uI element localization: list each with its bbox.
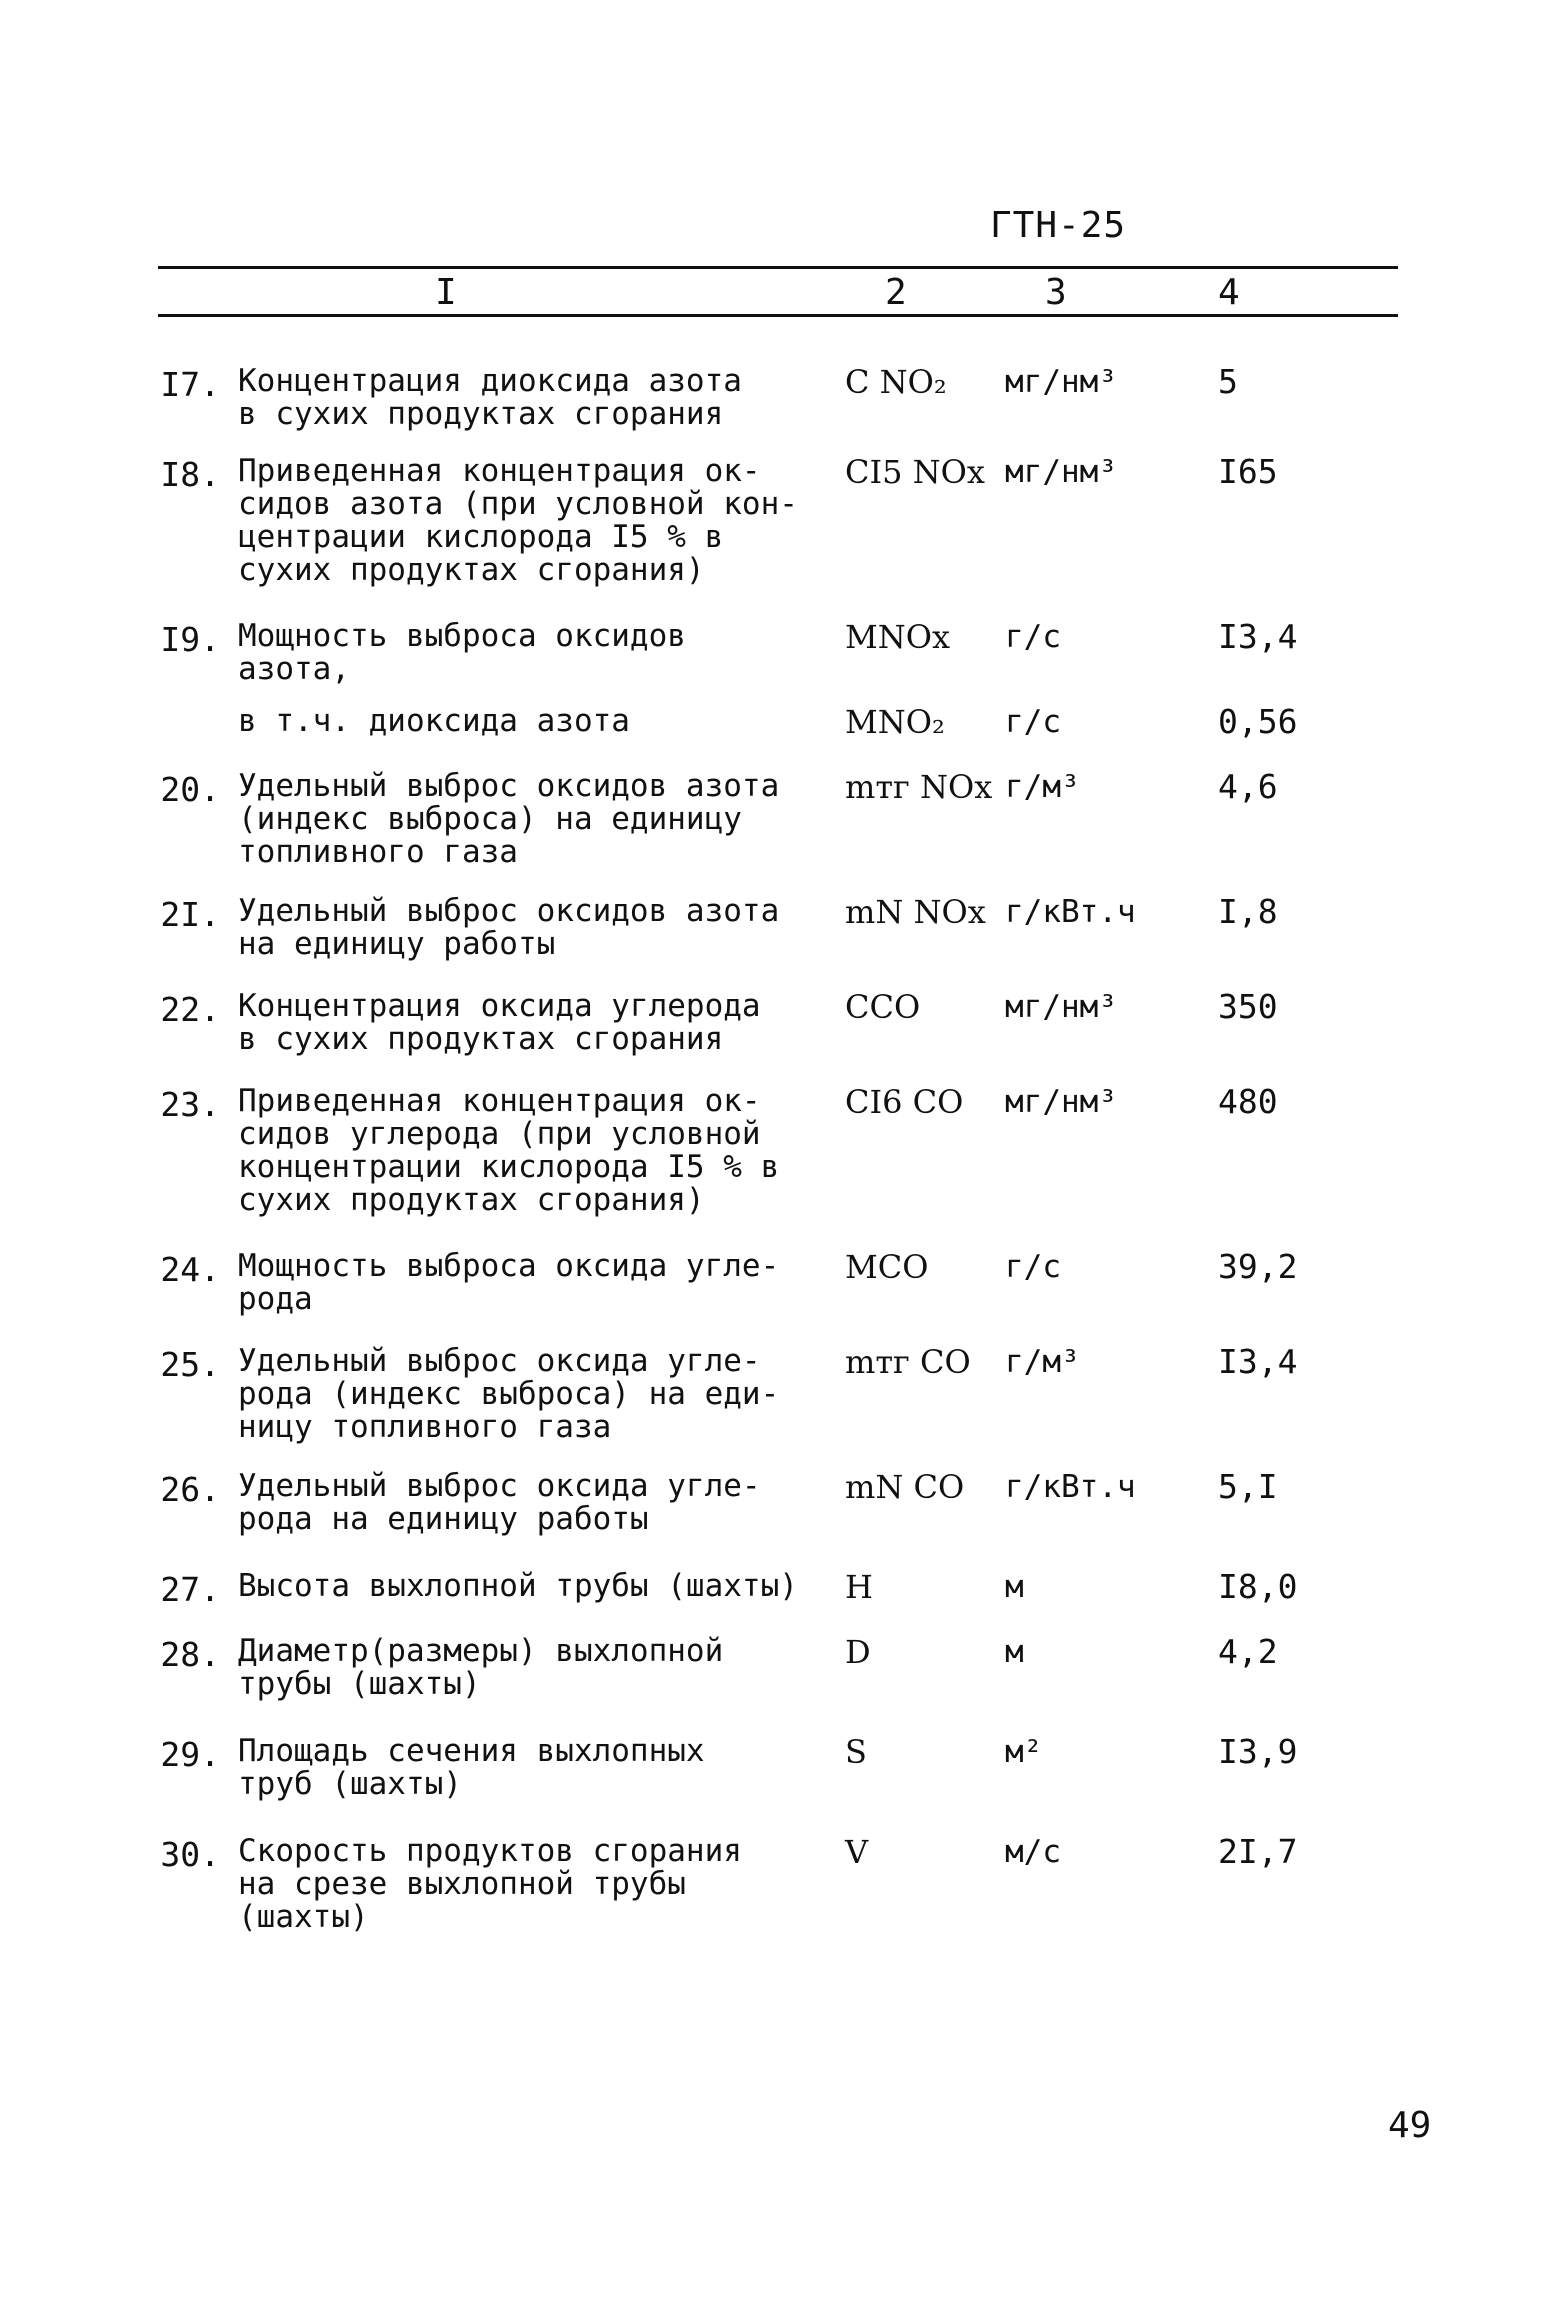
table-row <box>0 617 1560 687</box>
row-symbol: MCO <box>845 1248 929 1286</box>
description-line: рода <box>238 1281 313 1317</box>
description-line: топливного газа <box>238 834 518 870</box>
row-description <box>238 1470 761 1536</box>
row-symbol: CI6 CO <box>845 1083 964 1121</box>
row-unit: м <box>1005 1634 1024 1670</box>
table-row <box>0 1247 1560 1317</box>
description-line: (шахты) <box>238 1899 369 1935</box>
row-description <box>238 1835 742 1934</box>
description-line: Удельный выброс оксидов азота <box>238 893 780 929</box>
description-line: (индекс выброса) на единицу <box>238 801 742 837</box>
row-number: 24. <box>160 1250 220 1289</box>
table-row <box>0 987 1560 1057</box>
table-header-rule <box>158 314 1398 317</box>
description-line: рода (индекс выброса) на еди- <box>238 1376 780 1412</box>
description-line: на единицу работы <box>238 926 556 962</box>
row-unit: г/с <box>1005 619 1061 655</box>
description-line: Концентрация оксида углерода <box>238 988 761 1024</box>
table-row <box>0 892 1560 962</box>
description-line: Удельный выброс оксида угле- <box>238 1343 761 1379</box>
row-symbol: mтг NOx <box>845 768 993 806</box>
table-row <box>0 767 1560 870</box>
row-unit: м² <box>1005 1734 1043 1770</box>
row-symbol: V <box>845 1833 869 1871</box>
description-line: трубы (шахты) <box>238 1666 481 1702</box>
description-line: Скорость продуктов сгорания <box>238 1833 742 1869</box>
row-value: 5,I <box>1218 1467 1278 1506</box>
description-line: сухих продуктах сгорания) <box>238 1182 705 1218</box>
row-description <box>238 1635 723 1701</box>
row-description <box>238 1735 705 1801</box>
row-symbol: D <box>845 1633 871 1671</box>
page-number: 49 <box>1388 2105 1432 2146</box>
row-description <box>238 1570 798 1603</box>
description-line: центрации кислорода I5 % в <box>238 519 724 555</box>
row-number: 29. <box>160 1735 220 1774</box>
table-row <box>0 702 1560 741</box>
row-unit: м <box>1005 1569 1024 1605</box>
description-line: в сухих продуктах сгорания <box>238 396 724 432</box>
row-value: 2I,7 <box>1218 1832 1298 1871</box>
row-value: I3,9 <box>1218 1732 1298 1771</box>
column-header-3: 3 <box>1045 272 1067 313</box>
row-description <box>238 1345 779 1444</box>
row-number: I7. <box>160 365 220 404</box>
column-header-2: 2 <box>885 272 907 313</box>
row-value: I65 <box>1218 452 1278 491</box>
row-description <box>238 620 686 686</box>
description-line: Мощность выброса оксидов <box>238 618 686 654</box>
row-symbol: S <box>845 1733 867 1771</box>
row-description <box>238 770 779 869</box>
row-unit: г/с <box>1005 704 1061 740</box>
document-code: ГТН-25 <box>990 205 1127 246</box>
row-unit: м/с <box>1005 1834 1061 1870</box>
table-top-rule <box>158 266 1398 269</box>
row-value: 5 <box>1218 362 1238 401</box>
row-value: 39,2 <box>1218 1247 1298 1286</box>
row-symbol: MNOx <box>845 618 951 656</box>
description-line: Приведенная концентрация ок- <box>238 453 761 489</box>
table-row <box>0 362 1560 432</box>
row-symbol: mN CO <box>845 1468 965 1506</box>
row-value: I8,0 <box>1218 1567 1298 1606</box>
row-symbol: C NO₂ <box>845 363 947 401</box>
table-row <box>0 1832 1560 1935</box>
description-line: Диаметр(размеры) выхлопной <box>238 1633 724 1669</box>
row-value: I,8 <box>1218 892 1278 931</box>
row-description <box>238 990 761 1056</box>
row-number: 26. <box>160 1470 220 1509</box>
description-line: рода на единицу работы <box>238 1501 649 1537</box>
row-value: I3,4 <box>1218 617 1298 656</box>
description-line: Удельный выброс оксида угле- <box>238 1468 761 1504</box>
description-line: Площадь сечения выхлопных <box>238 1733 705 1769</box>
table-row <box>0 1082 1560 1218</box>
row-symbol: MNO₂ <box>845 703 945 741</box>
description-line: на срезе выхлопной трубы <box>238 1866 686 1902</box>
description-line: ницу топливного газа <box>238 1409 612 1445</box>
row-value: 480 <box>1218 1082 1278 1121</box>
row-unit: мг/нм³ <box>1005 454 1117 490</box>
description-line: сидов азота (при условной кон- <box>238 486 798 522</box>
row-unit: г/м³ <box>1005 1344 1080 1380</box>
row-description <box>238 705 630 738</box>
row-description <box>238 455 798 587</box>
row-symbol: CI5 NOx <box>845 453 985 491</box>
row-symbol: CCO <box>845 988 921 1026</box>
row-unit: мг/нм³ <box>1005 1084 1117 1120</box>
row-number: 2I. <box>160 895 220 934</box>
row-description <box>238 1250 779 1316</box>
table-row <box>0 1632 1560 1702</box>
row-number: I9. <box>160 620 220 659</box>
row-unit: г/с <box>1005 1249 1061 1285</box>
description-line: сухих продуктах сгорания) <box>238 552 705 588</box>
row-number: 27. <box>160 1570 220 1609</box>
description-line: сидов углерода (при условной <box>238 1116 761 1152</box>
row-description <box>238 895 779 961</box>
row-value: 4,2 <box>1218 1632 1278 1671</box>
row-number: 30. <box>160 1835 220 1874</box>
description-line: труб (шахты) <box>238 1766 462 1802</box>
row-description <box>238 365 742 431</box>
row-unit: мг/нм³ <box>1005 364 1117 400</box>
row-number: I8. <box>160 455 220 494</box>
row-symbol: mтг CO <box>845 1343 971 1381</box>
description-line: Приведенная концентрация ок- <box>238 1083 761 1119</box>
description-line: в сухих продуктах сгорания <box>238 1021 724 1057</box>
row-value: 350 <box>1218 987 1278 1026</box>
description-line: в т.ч. диоксида азота <box>238 703 630 739</box>
row-symbol: H <box>845 1568 873 1606</box>
row-unit: г/кВт.ч <box>1005 894 1136 930</box>
description-line: Мощность выброса оксида угле- <box>238 1248 780 1284</box>
row-value: 0,56 <box>1218 702 1298 741</box>
column-header-4: 4 <box>1218 272 1240 313</box>
row-unit: мг/нм³ <box>1005 989 1117 1025</box>
description-line: Концентрация диоксида азота <box>238 363 742 399</box>
row-number: 22. <box>160 990 220 1029</box>
row-description <box>238 1085 779 1217</box>
row-value: 4,6 <box>1218 767 1278 806</box>
row-unit: г/м³ <box>1005 769 1080 805</box>
row-unit: г/кВт.ч <box>1005 1469 1136 1505</box>
description-line: азота, <box>238 651 350 687</box>
description-line: Удельный выброс оксидов азота <box>238 768 780 804</box>
table-row <box>0 452 1560 588</box>
description-line: концентрации кислорода I5 % в <box>238 1149 780 1185</box>
table-row <box>0 1732 1560 1802</box>
row-number: 25. <box>160 1345 220 1384</box>
row-value: I3,4 <box>1218 1342 1298 1381</box>
row-number: 28. <box>160 1635 220 1674</box>
table-row <box>0 1467 1560 1537</box>
table-row <box>0 1342 1560 1445</box>
row-number: 23. <box>160 1085 220 1124</box>
row-symbol: mN NOx <box>845 893 986 931</box>
table-row <box>0 1567 1560 1609</box>
description-line: Высота выхлопной трубы (шахты) <box>238 1568 798 1604</box>
column-header-1: I <box>435 272 457 313</box>
row-number: 20. <box>160 770 220 809</box>
